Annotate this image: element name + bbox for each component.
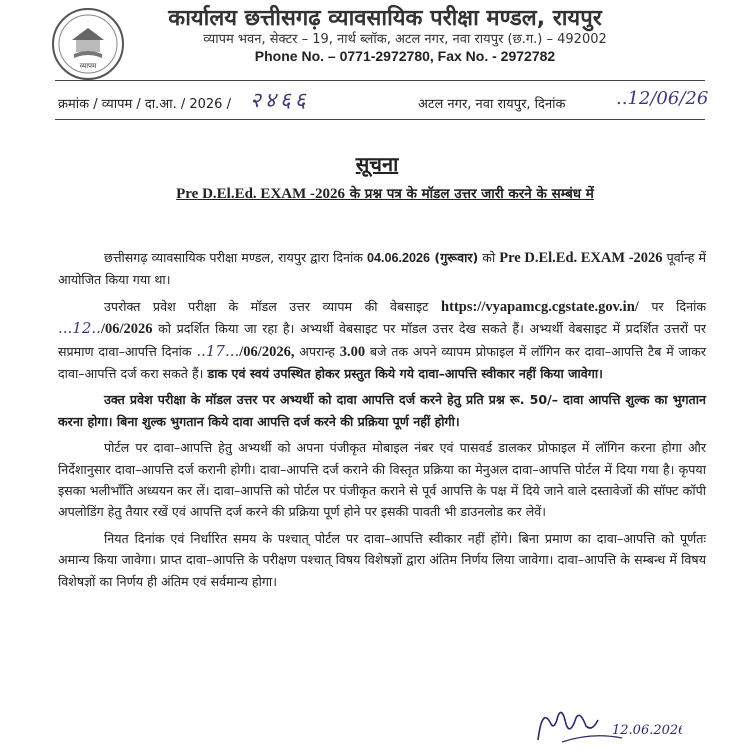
subject-exam-name: Pre D.El.Ed. EXAM -2026: [176, 186, 346, 202]
notice-subject: [40, 184, 730, 203]
website-url: https://vyapamcg.cgstate.gov.in/: [441, 298, 639, 315]
paragraph-4: पोर्टल पर दावा–आपत्ति हेतु अभ्यर्थी को अपना पंजीकृत मोबाइल नंबर एवं पासवर्ड डालकर प्रोफाइल में लॉगिन करना होगा और निर्देशानुसार दावा–आपत्ति दर्ज करानी होगी। दावा–आपत्ति दर्ज कराने की विस्तृत प्रक्रिया का मेनुअल दावा–आपत्ति पोर्टल में दिया गया है। कृपया इसका भलीभाँति अध्ययन कर लें। दावा–आपत्ति को पोर्टल पर पंजीकृत कराने से पूर्व आपत्ति के पक्ष में दिये जाने वाले दस्तावेजों की सॉफ्ट कॉपी अपलोडिंग हेतु तैयार रखें एवं आपत्ति दर्ज करने की प्रक्रिया पूर्ण होने पर इसकी पावती भी डाउनलोड कर लेवें।: [58, 440, 706, 520]
paragraph-1: छत्तीसगढ़ व्यावसायिक परीक्षा मण्डल, रायपुर द्वारा दिनांक 04.06.2026 (गुरूवार) को Pre D.El.Ed. EXAM -2026 पूर्वान्ह में आयोजित किया गया था।: [58, 250, 706, 288]
logo-text: व्यापम: [79, 62, 97, 70]
subject-text: के प्रश्न पत्र के मॉडल उत्तर जारी करने के सम्बंध में: [345, 186, 594, 202]
header-divider: [55, 80, 705, 81]
notice-title: सूचना: [355, 152, 399, 176]
vyapam-logo: [50, 6, 126, 82]
place-date-label: अटल नगर, नवा रायपुर, दिनांक: [418, 97, 566, 112]
organization-title: कार्यालय छत्तीसगढ़ व्यावसायिक परीक्षा मण्डल, रायपुर: [168, 6, 602, 31]
organization-address: व्यापम भवन, सेक्टर – 19, नार्थ ब्लॉक, अटल नगर, नवा रायपुर (छ.ग.) – 492002: [203, 32, 607, 47]
notice-body: [58, 247, 706, 597]
signature-scribble-icon: [532, 702, 682, 746]
organization-phone: Phone No. – 0771-2972780, Fax No. - 2972782: [254, 48, 556, 64]
reference-label: क्रमांक / व्यापम / दा.आ. / 2026 /: [58, 97, 231, 112]
handwritten-day-1: ...12..: [58, 319, 101, 338]
paragraph-3: उक्त प्रवेश परीक्षा के मॉडल उत्तर पर अभ्यर्थी को दावा आपत्ति दर्ज करने हेतु प्रति प्रश्न रू. 50/– दावा आपत्ति शुल्क का भुगतान करना होगा। बिना शुल्क भुगतान किये दावा आपत्ति दर्ज करने की प्रक्रिया पूर्ण नहीं होगी।: [58, 392, 706, 429]
signature: [532, 702, 682, 746]
logo-emblem-icon: [50, 6, 126, 82]
handwritten-day-2: ..17...: [196, 341, 240, 360]
paragraph-5: नियत दिनांक एवं निर्धारित समय के पश्चात् पोर्टल पर दावा–आपत्ति स्वीकार नहीं होंगे। बिना प्रमाण का दावा–आपत्ति को पूर्णतः अमान्य किया जावेगा। प्राप्त दावा–आपत्ति के परीक्षण पश्चात् विषय विशेषज्ञों द्वारा अंतिम निर्णय लिया जावेगा। दावा–आपत्ति के सम्बन्ध में विषय विशेषज्ञों का निर्णय ही अंतिम एवं सर्वमान्य होगा।: [58, 530, 706, 589]
reference-number: २४६६: [250, 88, 310, 112]
signature-date: 12.06.2026: [612, 723, 682, 738]
paragraph-2: उपरोक्त प्रवेश परीक्षा के मॉडल उत्तर व्यापम की वेबसाइट https://vyapamcg.cgstate.gov.in/ पर दिनांक ...12../06/2026 को प्रदर्शित किया जा रहा है। अभ्यर्थी वेबसाइट पर मॉडल उत्तर देख सकते हैं। अभ्यर्थी वेबसाइट में प्रदर्शित उत्तरों पर सप्रमाण दावा–आपत्ति दिनांक ..17.../06/2026, अपरान्ह 3.00 बजे तक अपने व्यापम प्रोफाइल में लॉगिन कर दावा–आपत्ति टैब में जाकर दावा–आपत्ति दर्ज करा सकते हैं। डाक एवं स्वयं उपस्थित होकर प्रस्तुत किये गये दावा–आपत्ति स्वीकार नहीं किया जावेगा।: [58, 298, 707, 382]
handwritten-date: ..12/06/26: [616, 88, 709, 109]
reference-divider: [55, 119, 705, 120]
